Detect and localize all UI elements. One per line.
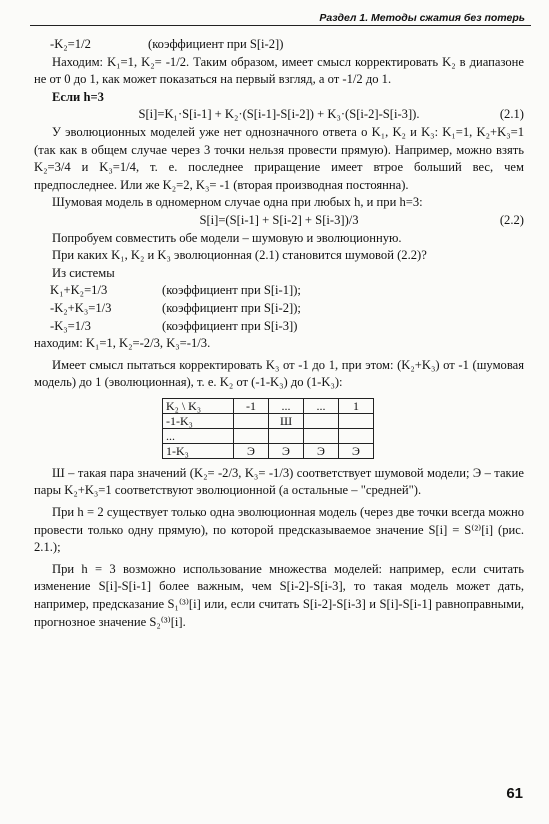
paragraph-1: Находим: K₁=1, K₂= -1/2. Таким образом, имеет смысл корректировать K₂ в диапазоне не от 0 до 1, как может показаться на первый взгляд, а от -1/2 до 1. — [34, 54, 524, 87]
system-eq: -K₂+K₃=1/3 — [50, 300, 112, 315]
table-cell — [304, 413, 339, 428]
table-row — [163, 443, 374, 458]
table-cell: 1-K₃ — [163, 443, 234, 458]
table-cell: ... — [269, 398, 304, 413]
table-cell — [234, 428, 269, 443]
system-note: (коэффициент при S[i-2]); — [162, 300, 301, 315]
paragraph-3: Шумовая модель в одномерном случае одна при любых h, и при h=3: — [52, 195, 423, 210]
table-cell: ... — [304, 398, 339, 413]
table-cell: 1 — [339, 398, 374, 413]
paragraph-4b: При каких K₁, K₂ и K₃ эволюционная (2.1) становится шумовой (2.2)? — [52, 248, 427, 263]
system-row — [34, 300, 524, 318]
equation-system — [34, 282, 524, 335]
table-cell: ... — [163, 428, 234, 443]
k2-k3-table — [162, 398, 374, 459]
table-row — [163, 413, 374, 428]
formula-2-2-number: (2.2) — [499, 212, 524, 227]
paragraph-7: Ш – такая пара значений (K₂= -2/3, K₃= -1/3) соответствует шумовой модели; Э – такие пары K₂+K₃=1 соответствуют эволюционной (а остальные – "средней"). — [34, 465, 524, 498]
table-row — [163, 398, 374, 413]
table-cell — [269, 428, 304, 443]
paragraph-2: У эволюционных моделей уже нет однозначного ответа о K₁, K₂ и K₃: K₁=1, K₂+K₃=1 (так как в общем случае через 3 точки нельзя провести прямую). Например, можно взять K₂=3/4 и K₃=1/4, т. е. последнее приращение имеет втрое больший вес, чем предпоследнее. Или же K₂=2, K₃= -1 (вторая производная постоянна). — [34, 124, 524, 192]
running-header — [0, 4, 549, 26]
formula-2-1-text: S[i]=K₁·S[i-1] + K₂·(S[i-1]-S[i-2]) + K₃·(S[i-2]-S[i-3]). — [138, 107, 420, 122]
h3-heading-text: Если h=3 — [52, 89, 104, 104]
h3-heading — [34, 89, 524, 107]
header-rule — [30, 25, 531, 26]
paragraph-4a: Попробуем совместить обе модели – шумовую и эволюционную. — [52, 230, 402, 245]
paragraph-6: Имеет смысл пытаться корректировать K₃ от -1 до 1, при этом: (K₂+K₃) от -1 (шумовая модель) до 1 (эволюционная), т. е. K₂ от (-1-K₃) до (1-K₃): — [34, 357, 524, 390]
table-cell: Ш — [269, 413, 304, 428]
table-cell — [304, 428, 339, 443]
paragraph-8: При h = 2 существует только одна эволюционная модель (через две точки всегда можно провести только одну прямую), по которой предсказываемое значение S[i] = S⁽²⁾[i] (рис. 2.1.); — [34, 505, 524, 555]
system-note: (коэффициент при S[i-3]) — [162, 318, 298, 333]
paragraph-5: находим: K₁=1, K₂=-2/3, K₃=-1/3. — [34, 336, 211, 351]
paragraph-9: При h = 3 возможно использование множества моделей: например, если считать изменение S[i]-S[i-1] более важным, чем S[i-2]-S[i-3], то такая модель может дать, например, предсказание S₁⁽³⁾[i] или, если считать S[i-2]-S[i-3] и S[i]-S[i-1] равноправными, прогнозное значение S₂⁽³⁾[i]. — [34, 561, 524, 629]
coeff-eq: -K₂=1/2 — [50, 37, 91, 51]
formula-2-1-number: (2.1) — [499, 107, 524, 122]
formula-2-2-text: S[i]=(S[i-1] + S[i-2] + S[i-3])/3 — [199, 212, 359, 227]
paragraph-4c: Из системы — [52, 265, 115, 280]
coeff-note: (коэффициент при S[i-2]) — [148, 37, 284, 51]
table-cell: Э — [269, 443, 304, 458]
table-cell: Э — [339, 443, 374, 458]
table-cell: K₂ \ K₃ — [163, 398, 234, 413]
table-cell — [339, 428, 374, 443]
table-row — [163, 428, 374, 443]
section-title: Раздел 1. Методы сжатия без потерь — [319, 12, 525, 24]
table-cell: Э — [304, 443, 339, 458]
system-eq: -K₃=1/3 — [50, 318, 91, 333]
system-eq: K₁+K₂=1/3 — [50, 283, 108, 298]
table-cell — [339, 413, 374, 428]
table-cell: -1-K₃ — [163, 413, 234, 428]
table-cell: Э — [234, 443, 269, 458]
formula-2-1 — [34, 106, 524, 124]
coeff-line — [34, 36, 524, 54]
system-row — [34, 282, 524, 300]
page-body — [34, 36, 524, 631]
table-cell: -1 — [234, 398, 269, 413]
system-note: (коэффициент при S[i-1]); — [162, 283, 301, 298]
system-row — [34, 318, 524, 336]
table-cell — [234, 413, 269, 428]
page-number: 61 — [506, 785, 523, 802]
formula-2-2 — [34, 212, 524, 230]
